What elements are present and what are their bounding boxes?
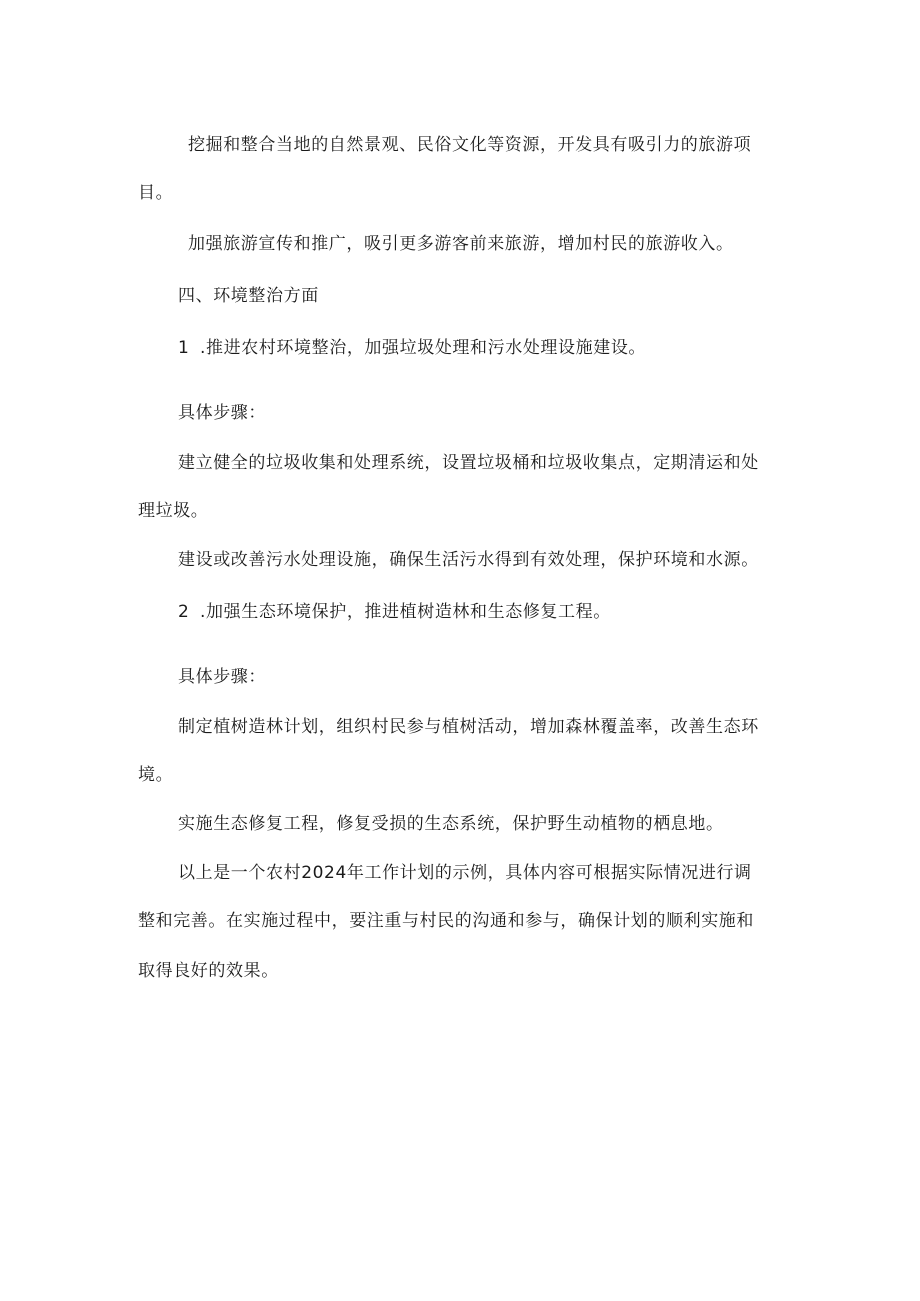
item-text: 推进农村环境整治，加强垃圾处理和污水处理设施建设。 xyxy=(206,338,647,358)
item-number: 2 xyxy=(178,602,190,622)
numbered-item xyxy=(178,600,611,624)
item-text: 加强生态环境保护，推进植树造林和生态修复工程。 xyxy=(206,602,611,622)
item-number: 1 xyxy=(178,338,190,358)
numbered-item xyxy=(178,336,646,360)
steps-label: 具体步骤： xyxy=(178,403,266,423)
paragraph-line: 以上是一个农村2024年工作计划的示例，具体内容可根据实际情况进行调 xyxy=(178,863,752,883)
paragraph-line: 制定植树造林计划，组织村民参与植树活动，增加森林覆盖率，改善生态环 xyxy=(178,717,759,737)
section-heading: 四、环境整治方面 xyxy=(178,286,319,306)
steps-label: 具体步骤： xyxy=(178,667,266,687)
paragraph-line: 建设或改善污水处理设施，确保生活污水得到有效处理，保护环境和水源。 xyxy=(178,550,759,570)
paragraph-line: 目。 xyxy=(138,183,174,203)
paragraph-line: 加强旅游宣传和推广，吸引更多游客前来旅游，增加村民的旅游收入。 xyxy=(188,234,734,254)
item-dot: . xyxy=(200,338,207,358)
paragraph-line: 境。 xyxy=(138,765,174,785)
paragraph-line: 取得良好的效果。 xyxy=(138,961,279,981)
paragraph-line: 建立健全的垃圾收集和处理系统，设置垃圾桶和垃圾收集点，定期清运和处 xyxy=(178,453,759,473)
item-dot: . xyxy=(200,602,207,622)
paragraph-line: 理垃圾。 xyxy=(138,501,209,521)
paragraph-line: 整和完善。在实施过程中，要注重与村民的沟通和参与，确保计划的顺利实施和 xyxy=(138,911,754,931)
paragraph-line: 挖掘和整合当地的自然景观、民俗文化等资源，开发具有吸引力的旅游项 xyxy=(188,135,752,155)
paragraph-line: 实施生态修复工程，修复受损的生态系统，保护野生动植物的栖息地。 xyxy=(178,814,724,834)
